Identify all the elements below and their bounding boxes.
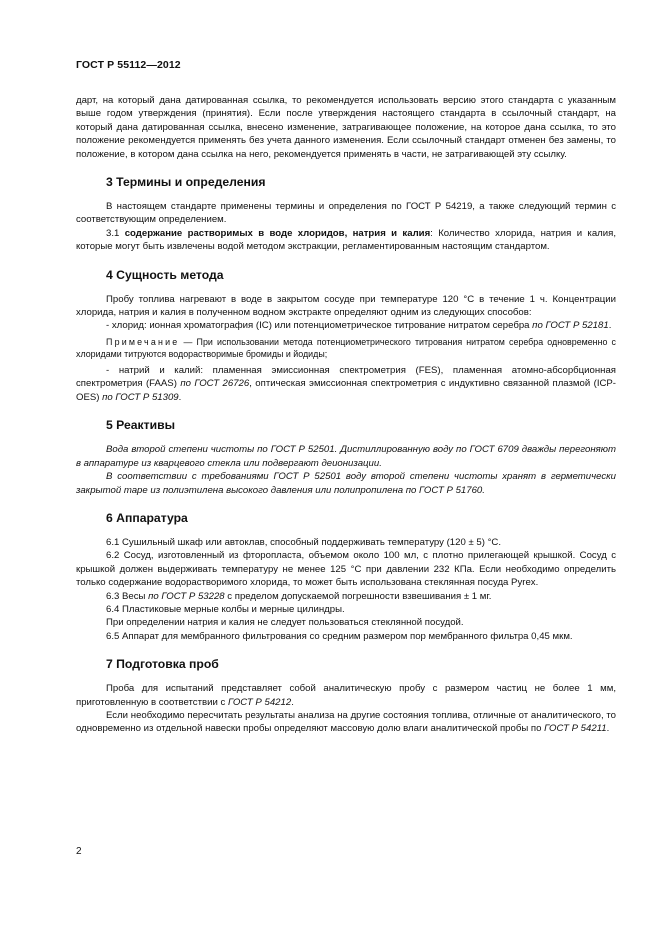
section-6-item-2: 6.2 Сосуд, изготовленный из фторопласта, объемом около 100 мл, с плотно прилегающей крышкой. Сосуд с крышкой должен выдерживать температуру не менее 125 °С при давлении 232 КПа. Если необходимо определить только содержание водорастворимого хлорида, то может быть использована стеклянная посуда Pyrex. — [76, 550, 616, 589]
balance-text-b: с пределом допускаемой погрешности взвешивания ± 1 мг. — [224, 590, 492, 602]
section-5-paragraph-1 — [76, 443, 616, 470]
moisture-ref: ГОСТ Р 54211 — [544, 723, 607, 735]
section-7-paragraph-2 — [76, 709, 616, 736]
note-label: Примечание — [106, 336, 180, 347]
definition-number: 3.1 — [106, 227, 125, 239]
section-4-title: 4 Сущность метода — [106, 267, 224, 282]
section-4-paragraph-1: Пробу топлива нагревают в воде в закрытом сосуде при температуре 120 °С в течение 1 ч. Концентрации хлорида, натрия и калия в полученном водном экстракте определяют одним из следующих способов: — [76, 293, 616, 319]
balance-ref: по ГОСТ Р 53228 — [148, 590, 225, 602]
section-6-item-5: 6.5 Аппарат для мембранного фильтрования со средним размером пор мембранного фильтра 0,45 мкм. — [106, 630, 573, 642]
section-7-paragraph-1 — [76, 682, 616, 709]
sample-text-a: Проба для испытаний представляет собой аналитическую пробу с размером частиц не более 1 мм, приготовленную в соответствии с — [76, 683, 616, 708]
section-5-title: 5 Реактивы — [106, 418, 176, 433]
section-4-chloride — [76, 319, 616, 332]
sample-ref: ГОСТ Р 54212 — [227, 696, 292, 708]
definition-text: : Количество хлорида, натрия и калия, которые могут быть извлечены водой методом экстракции, регламентированным настоящим стандартом. — [76, 227, 616, 253]
na-k-end: . — [178, 391, 182, 403]
na-k-text-b: , оптическая эмиссионная спектрометрия с индуктивно связанной плазмой (ICP-OES) — [76, 378, 617, 403]
intro-paragraph: дарт, на который дана датированная ссылка, то рекомендуется использовать версию этого стандарта с указанным выше годом утверждения (принятия). Если после утверждения настоящего стандарта в ссылочный стандарт, на который дана датированная ссылка, внесено изменение, затрагивающее положение, на которое дана ссылка, то это положение рекомендуется применять без учета данного изменения. Если ссылочный стандарт отменен без замены, то положение, в котором дана ссылка на него, рекомендуется применять в части, не затрагивающей эту ссылку. — [76, 95, 616, 160]
section-6-item-4: 6.4 Пластиковые мерные колбы и мерные цилиндры. — [106, 603, 345, 615]
reagent-water-text: Вода второй степени чистоты по ГОСТ Р 52501. Дистиллированную воду по ГОСТ 6709 дважды перегоняют в аппаратуре из кварцевого стекла или подвергают деионизации. — [76, 444, 616, 469]
na-k-ref-2: по ГОСТ Р 51309 — [102, 391, 179, 403]
moisture-text-a: Если необходимо пересчитать результаты анализа на другие состояния топлива, отличные от аналитического, то одновременно из отдельной навески пробы определяют массовую долю влаги аналитической пробы по — [76, 709, 616, 735]
chloride-end: . — [608, 320, 612, 332]
balance-text-a: 6.3 Весы — [106, 590, 149, 602]
section-6-title: 6 Аппаратура — [106, 510, 188, 525]
section-4-sodium-potassium — [76, 364, 616, 404]
section-3-definition — [76, 227, 616, 254]
definition-term: содержание растворимых в воде хлоридов, натрия и калия — [124, 227, 431, 239]
sample-end: . — [291, 696, 294, 708]
chloride-ref: по ГОСТ Р 52181 — [532, 320, 609, 332]
section-7-title: 7 Подготовка проб — [106, 657, 219, 672]
section-4-note — [76, 336, 616, 361]
section-3-paragraph-1: В настоящем стандарте применены термины и определения по ГОСТ Р 54219, а также следующий термин с соответствующим определением. — [76, 201, 616, 226]
section-6-note: При определении натрия и калия не следует пользоваться стеклянной посудой. — [106, 617, 464, 629]
section-6-item-3 — [76, 590, 616, 603]
note-text: — При использовании метода потенциометрического титрования нитратом серебра одновременно с хлоридами титруются водорастворимые бромиды и йодиды; — [76, 336, 616, 360]
na-k-ref-1: по ГОСТ 26726 — [180, 378, 250, 390]
document-body — [76, 94, 616, 736]
na-k-text-a: - натрий и калий: пламенная эмиссионная спектрометрия (FES), пламенная атомно-абсорбционная спектрометрия (FAAS) — [76, 365, 616, 390]
document-code: ГОСТ Р 55112—2012 — [76, 59, 181, 71]
moisture-end: . — [606, 723, 610, 735]
chloride-text: - хлорид: ионная хроматография (IC) или потенциометрическое титрование нитратом серебра — [106, 320, 533, 332]
section-5-paragraph-2 — [76, 470, 616, 497]
page-number: 2 — [76, 846, 82, 857]
section-6-item-1: 6.1 Сушильный шкаф или автоклав, способный поддерживать температуру (120 ± 5) °С. — [106, 536, 502, 548]
section-3-title: 3 Термины и определения — [106, 175, 266, 190]
reagent-storage-text: В соответствии с требованиями ГОСТ Р 52501 воду второй степени чистоты хранят в герметически закрытой таре из полиэтилена высокого давления или полипропилена по ГОСТ Р 51760. — [76, 471, 616, 496]
